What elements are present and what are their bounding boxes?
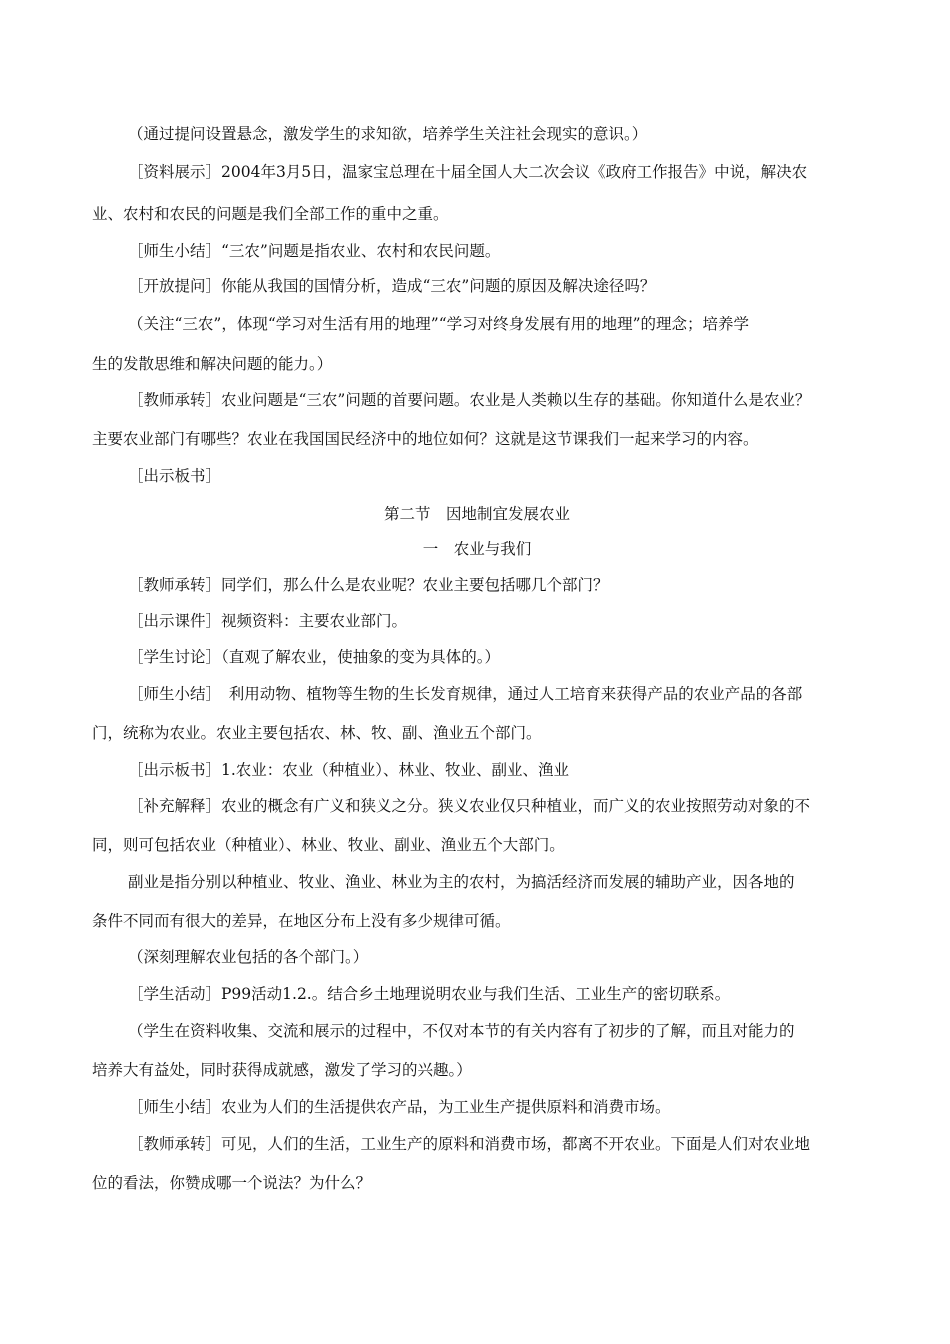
paragraph-line: 主要农业部门有哪些？农业在我国国民经济中的地位如何？这就是这节课我们一起来学习的内容。 bbox=[92, 430, 759, 448]
paragraph-line: ［开放提问］你能从我国的国情分析，造成“三农”问题的原因及解决途径吗？ bbox=[128, 277, 656, 295]
paragraph-line: （深刻理解农业包括的各个部门。） bbox=[128, 948, 369, 966]
paragraph-line: 位的看法，你赞成哪一个说法？为什么？ bbox=[92, 1174, 372, 1192]
paragraph-line: 副业是指分别以种植业、牧业、渔业、林业为主的农村，为搞活经济而发展的辅助产业，因各地的 bbox=[128, 873, 795, 891]
paragraph-line: ［出示板书］ bbox=[128, 467, 222, 485]
paragraph-line: ［师生小结］农业为人们的生活提供农产品，为工业生产提供原料和消费市场。 bbox=[128, 1098, 671, 1116]
paragraph-line: ［补充解释］农业的概念有广义和狭义之分。狭义农业仅只种植业，而广义的农业按照劳动对象的不 bbox=[128, 797, 811, 815]
paragraph-line: （关注“三农”，体现“学习对生活有用的地理”“学习对终身发展有用的地理”的理念；培养学 bbox=[128, 315, 750, 333]
paragraph-line: ［教师承转］同学们，那么什么是农业呢？农业主要包括哪几个部门？ bbox=[128, 576, 609, 594]
paragraph-line: 同，则可包括农业（种植业）、林业、牧业、副业、渔业五个大部门。 bbox=[92, 836, 565, 854]
paragraph-line: ［师生小结］ 利用动物、植物等生物的生长发育规律，通过人工培育来获得产品的农业产品的各部 bbox=[128, 685, 803, 703]
section-title: 第二节 因地制宜发展农业 bbox=[383, 505, 570, 523]
paragraph-line: 培养大有益处，同时获得成就感，激发了学习的兴趣。） bbox=[92, 1061, 472, 1079]
paragraph-line: ［资料展示］2004年3月5日，温家宝总理在十届全国人大二次会议《政府工作报告》中说，解决农 bbox=[128, 163, 808, 181]
paragraph-line: ［出示板书］1.农业：农业（种植业）、林业、牧业、副业、渔业 bbox=[128, 761, 570, 779]
paragraph-line: 条件不同而有很大的差异，在地区分布上没有多少规律可循。 bbox=[92, 912, 511, 930]
paragraph-line: 门，统称为农业。农业主要包括农、林、牧、副、渔业五个部门。 bbox=[92, 724, 542, 742]
paragraph-line: ［学生活动］P99活动1.2.。结合乡土地理说明农业与我们生活、工业生产的密切联系。 bbox=[128, 985, 731, 1003]
paragraph-line: ［教师承转］农业问题是“三农”问题的首要问题。农业是人类赖以生存的基础。你知道什么是农业？ bbox=[128, 391, 811, 409]
paragraph-line: （学生在资料收集、交流和展示的过程中，不仅对本节的有关内容有了初步的了解，而且对能力的 bbox=[128, 1022, 795, 1040]
paragraph-line: ［出示课件］视频资料：主要农业部门。 bbox=[128, 612, 408, 630]
subsection-title: 一 农业与我们 bbox=[422, 540, 532, 558]
paragraph-line: ［教师承转］可见，人们的生活，工业生产的原料和消费市场，都离不开农业。下面是人们对农业地 bbox=[128, 1135, 811, 1153]
paragraph-line: ［师生小结］“三农”问题是指农业、农村和农民问题。 bbox=[128, 242, 501, 260]
paragraph-line: （通过提问设置悬念，激发学生的求知欲，培养学生关注社会现实的意识。） bbox=[128, 125, 648, 143]
paragraph-line: 业、农村和农民的问题是我们全部工作的重中之重。 bbox=[92, 205, 449, 223]
paragraph-line: 生的发散思维和解决问题的能力。） bbox=[92, 355, 333, 373]
paragraph-line: ［学生讨论］（直观了解农业，使抽象的变为具体的。） bbox=[128, 648, 501, 666]
